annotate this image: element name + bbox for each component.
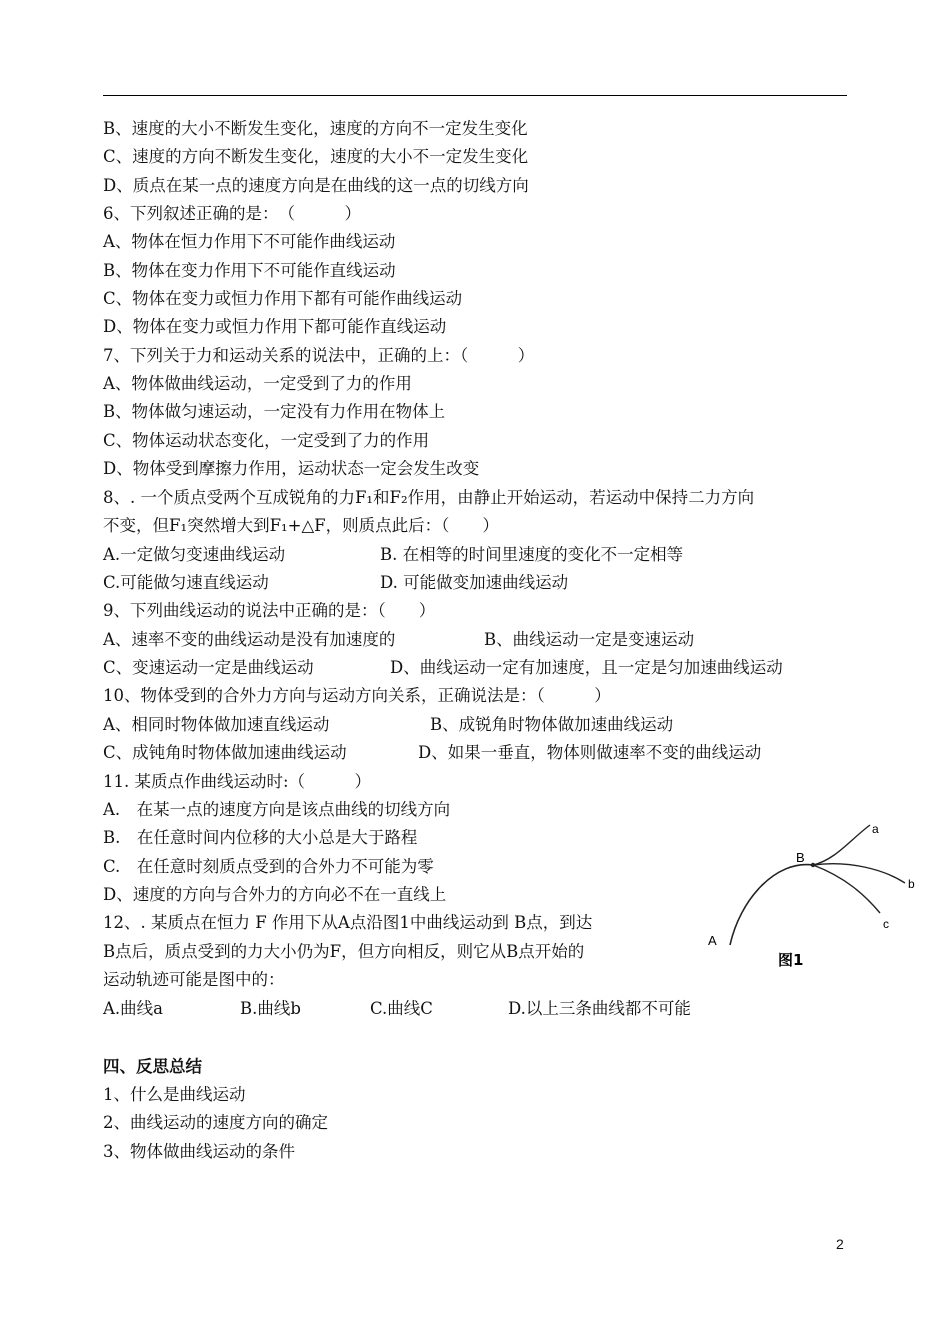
q11-option-b: B. 在任意时间内位移的大小总是大于路程 — [103, 828, 418, 847]
q10-option-a: A、相同时物体做加速直线运动 — [103, 715, 330, 734]
q6-option-a: A、物体在恒力作用下不可能作曲线运动 — [103, 232, 396, 251]
q6-option-d: D、物体在变力或恒力作用下都可能作直线运动 — [103, 317, 447, 336]
q8-stem-line1: 8、. 一个质点受两个互成锐角的力F₁和F₂作用，由静止开始运动，若运动中保持二力方向 — [103, 488, 755, 507]
q10-stem: 10、物体受到的合外力方向与运动方向关系，正确说法是：（ ） — [103, 686, 611, 705]
q6-stem: 6、下列叙述正确的是： （ ） — [103, 204, 361, 223]
q9-option-b: B、曲线运动一定是变速运动 — [484, 630, 695, 649]
section-title: 四、反思总结 — [103, 1057, 202, 1076]
header-rule — [103, 95, 847, 96]
q12-option-d: D.以上三条曲线都不可能 — [508, 999, 691, 1018]
point-b-dot — [811, 863, 815, 867]
label-point-b: B — [796, 850, 805, 865]
q5-option-b: B、速度的大小不断发生变化，速度的方向不一定发生变化 — [103, 119, 528, 138]
q5-option-c: C、速度的方向不断发生变化，速度的大小不一定发生变化 — [103, 147, 529, 166]
curve-b — [813, 864, 905, 883]
q10-option-b: B、成锐角时物体做加速曲线运动 — [430, 715, 674, 734]
q9-stem: 9、下列曲线运动的说法中正确的是：（ ） — [103, 601, 436, 620]
q11-option-a: A. 在某一点的速度方向是该点曲线的切线方向 — [103, 800, 451, 819]
q9-option-c: C、变速运动一定是曲线运动 — [103, 658, 314, 677]
q9-option-a: A、速率不变的曲线运动是没有加速度的 — [103, 630, 396, 649]
q5-option-d: D、质点在某一点的速度方向是在曲线的这一点的切线方向 — [103, 176, 529, 195]
label-a: a — [872, 822, 879, 836]
curve-a — [813, 825, 870, 865]
figure-1-curves — [700, 815, 930, 980]
q12-stem-line2: B点后，质点受到的力大小仍为F，但方向相反，则它从B点开始的 — [103, 942, 585, 961]
curve-ab — [730, 865, 813, 945]
q10-option-c: C、成钝角时物体做加速曲线运动 — [103, 743, 347, 762]
curve-c — [813, 865, 880, 913]
q7-option-c: C、物体运动状态变化，一定受到了力的作用 — [103, 431, 430, 450]
summary-item: 1、什么是曲线运动 — [103, 1085, 246, 1104]
q12-stem-line1: 12、. 某质点在恒力 F 作用下从A点沿图1中曲线运动到 B点，到达 — [103, 913, 593, 932]
q8-option-c: C.可能做匀速直线运动 — [103, 573, 269, 592]
q8-option-b: B. 在相等的时间里速度的变化不一定相等 — [380, 545, 684, 564]
q10-option-d: D、如果一垂直，物体则做速率不变的曲线运动 — [418, 743, 762, 762]
q8-stem-line2: 不变，但F₁突然增大到F₁+△F，则质点此后：（ ） — [103, 516, 499, 535]
label-c: c — [883, 917, 889, 931]
q7-stem: 7、下列关于力和运动关系的说法中，正确的上：（ ） — [103, 346, 535, 365]
q7-option-b: B、物体做匀速运动，一定没有力作用在物体上 — [103, 402, 446, 421]
q9-option-d: D、曲线运动一定有加速度，且一定是匀加速曲线运动 — [390, 658, 783, 677]
label-b: b — [908, 877, 915, 891]
summary-item: 3、物体做曲线运动的条件 — [103, 1142, 295, 1161]
summary-item: 2、曲线运动的速度方向的确定 — [103, 1113, 328, 1132]
q12-option-c: C.曲线C — [370, 999, 433, 1018]
q11-option-c: C. 在任意时刻质点受到的合外力不可能为零 — [103, 857, 434, 876]
q6-option-c: C、物体在变力或恒力作用下都有可能作曲线运动 — [103, 289, 463, 308]
q12-option-a: A.曲线a — [103, 999, 163, 1018]
q11-option-d: D、速度的方向与合外力的方向必不在一直线上 — [103, 885, 447, 904]
q8-option-a: A.一定做匀变速曲线运动 — [103, 545, 286, 564]
q12-option-b: B.曲线b — [240, 999, 301, 1018]
label-point-a: A — [708, 933, 717, 948]
q7-option-d: D、物体受到摩擦力作用，运动状态一定会发生改变 — [103, 459, 480, 478]
page-number: 2 — [836, 1236, 844, 1252]
q12-stem-line3: 运动轨迹可能是图中的： — [103, 970, 285, 989]
q7-option-a: A、物体做曲线运动，一定受到了力的作用 — [103, 374, 412, 393]
figure-caption: 图1 — [778, 951, 804, 969]
q11-stem: 11. 某质点作曲线运动时:（ ） — [103, 772, 372, 791]
q6-option-b: B、物体在变力作用下不可能作直线运动 — [103, 261, 396, 280]
q8-option-d: D. 可能做变加速曲线运动 — [380, 573, 569, 592]
